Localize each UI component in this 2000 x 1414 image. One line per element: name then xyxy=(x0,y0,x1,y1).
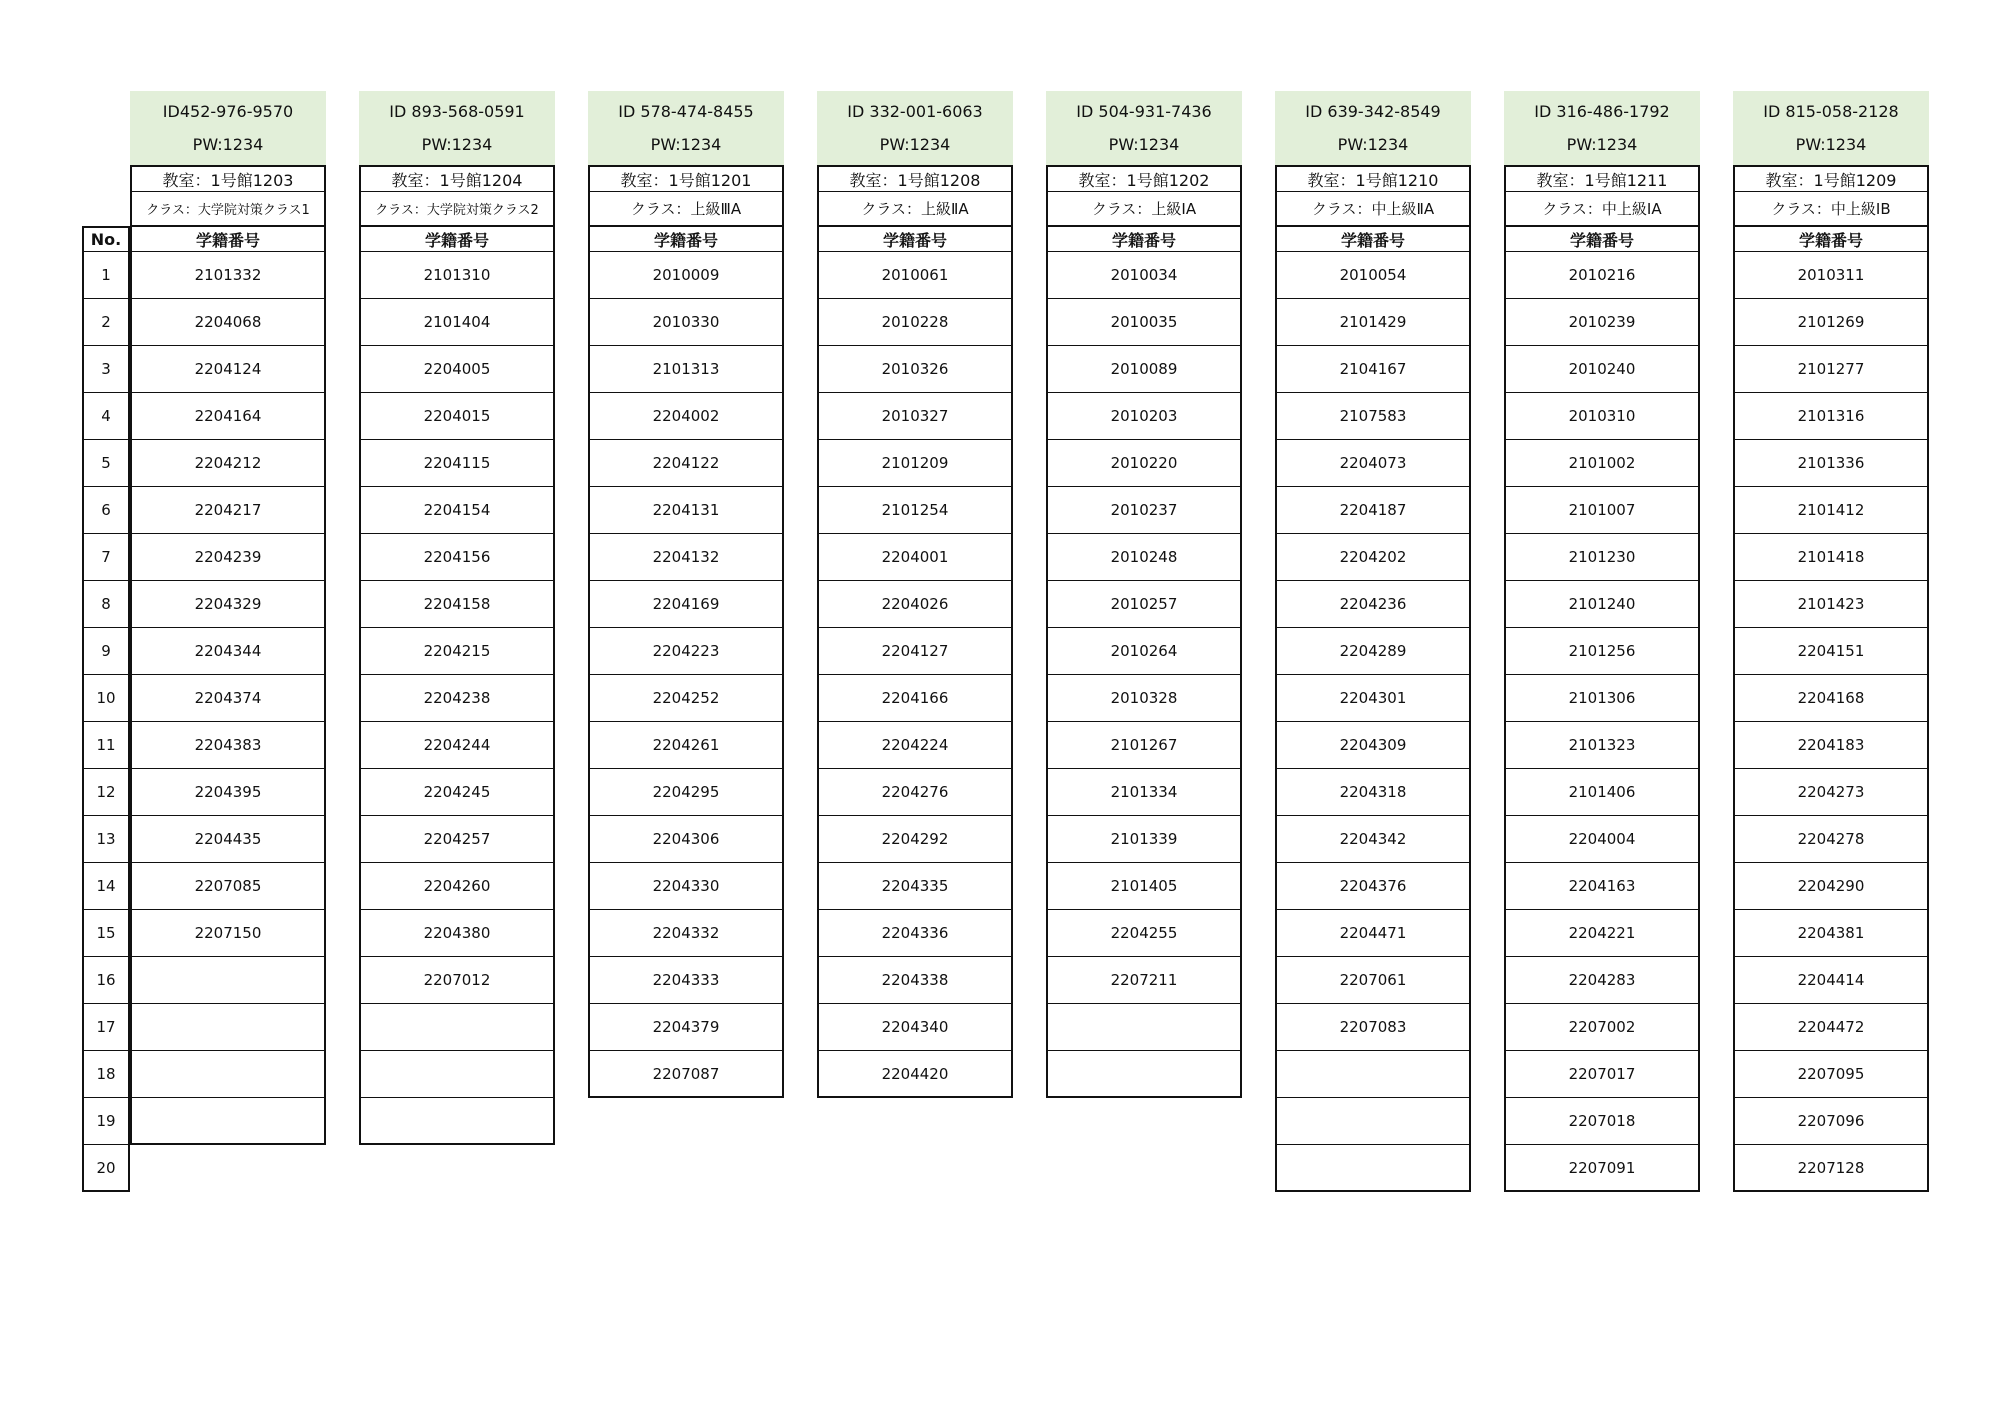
student-id-cell xyxy=(130,1098,326,1145)
student-id-cell: 2204215 xyxy=(359,628,555,675)
student-id-cell: 2101423 xyxy=(1733,581,1929,628)
student-id-cell: 2204301 xyxy=(1275,675,1471,722)
classroom-label: 教室：1号館1201 xyxy=(588,165,784,192)
student-id-cell xyxy=(1046,1051,1242,1098)
student-id-cell: 2101002 xyxy=(1504,440,1700,487)
student-id-cell: 2204329 xyxy=(130,581,326,628)
student-id-cell: 2207061 xyxy=(1275,957,1471,1004)
meeting-password: PW:1234 xyxy=(1337,135,1409,154)
meeting-password: PW:1234 xyxy=(650,135,722,154)
student-id-cell: 2204154 xyxy=(359,487,555,534)
student-id-cell: 2204217 xyxy=(130,487,326,534)
student-id-cell: 2204435 xyxy=(130,816,326,863)
meeting-password: PW:1234 xyxy=(879,135,951,154)
student-id-cell: 2204127 xyxy=(817,628,1013,675)
student-id-cell: 2101007 xyxy=(1504,487,1700,534)
student-id-cell xyxy=(359,1004,555,1051)
meeting-password: PW:1234 xyxy=(1108,135,1180,154)
student-id-cell: 2204420 xyxy=(817,1051,1013,1098)
student-id-cell: 2204333 xyxy=(588,957,784,1004)
student-id-cell: 2204187 xyxy=(1275,487,1471,534)
student-id-cell: 2207002 xyxy=(1504,1004,1700,1051)
row-number-cell: 10 xyxy=(82,675,130,722)
student-id-cell: 2204169 xyxy=(588,581,784,628)
student-id-cell: 2204292 xyxy=(817,816,1013,863)
student-id-cell: 2010220 xyxy=(1046,440,1242,487)
student-id-header: 学籍番号 xyxy=(130,226,326,252)
student-id-header: 学籍番号 xyxy=(817,226,1013,252)
row-number-cell: 11 xyxy=(82,722,130,769)
meeting-password: PW:1234 xyxy=(1795,135,1867,154)
student-id-cell: 2204001 xyxy=(817,534,1013,581)
row-number-cell: 12 xyxy=(82,769,130,816)
class-block xyxy=(1504,91,1700,1192)
class-name-label: クラス：中上級ⅠB xyxy=(1733,192,1929,226)
student-id-cell: 2204239 xyxy=(130,534,326,581)
student-id-cell: 2101429 xyxy=(1275,299,1471,346)
student-id-cell: 2010034 xyxy=(1046,252,1242,299)
student-id-cell: 2010089 xyxy=(1046,346,1242,393)
student-id-cell: 2204278 xyxy=(1733,816,1929,863)
student-id-cell: 2204004 xyxy=(1504,816,1700,863)
class-name-label: クラス：中上級ⅠA xyxy=(1504,192,1700,226)
student-id-cell: 2207150 xyxy=(130,910,326,957)
student-id-cell: 2101323 xyxy=(1504,722,1700,769)
student-id-cell: 2207091 xyxy=(1504,1145,1700,1192)
student-id-header: 学籍番号 xyxy=(1046,226,1242,252)
student-id-header: 学籍番号 xyxy=(588,226,784,252)
classroom-label: 教室：1号館1210 xyxy=(1275,165,1471,192)
student-id-cell: 2010327 xyxy=(817,393,1013,440)
row-number-cell: 7 xyxy=(82,534,130,581)
row-number-cell: 13 xyxy=(82,816,130,863)
student-id-cell: 2204158 xyxy=(359,581,555,628)
class-name-label: クラス：上級ⅢA xyxy=(588,192,784,226)
row-number-cell: 14 xyxy=(82,863,130,910)
student-id-cell: 2101209 xyxy=(817,440,1013,487)
student-id-cell: 2204332 xyxy=(588,910,784,957)
student-id-cell: 2204376 xyxy=(1275,863,1471,910)
student-id-cell: 2010248 xyxy=(1046,534,1242,581)
student-id-cell: 2204336 xyxy=(817,910,1013,957)
student-id-cell: 2207018 xyxy=(1504,1098,1700,1145)
meeting-id-box xyxy=(817,91,1013,165)
row-number-cell: 16 xyxy=(82,957,130,1004)
student-id-cell: 2207211 xyxy=(1046,957,1242,1004)
student-id-cell: 2204221 xyxy=(1504,910,1700,957)
meeting-id: ID 332-001-6063 xyxy=(847,102,983,121)
student-id-cell: 2010216 xyxy=(1504,252,1700,299)
student-id-cell: 2010228 xyxy=(817,299,1013,346)
class-block xyxy=(130,91,326,1145)
student-id-cell: 2101313 xyxy=(588,346,784,393)
class-block xyxy=(588,91,784,1098)
class-block xyxy=(1275,91,1471,1192)
student-id-cell: 2204005 xyxy=(359,346,555,393)
student-id-cell: 2101404 xyxy=(359,299,555,346)
meeting-id-box xyxy=(1275,91,1471,165)
student-id-cell xyxy=(359,1098,555,1145)
student-id-cell xyxy=(1046,1004,1242,1051)
student-id-cell: 2204471 xyxy=(1275,910,1471,957)
student-id-cell xyxy=(1275,1145,1471,1192)
student-id-cell: 2204168 xyxy=(1733,675,1929,722)
student-id-cell: 2010203 xyxy=(1046,393,1242,440)
student-id-cell: 2010035 xyxy=(1046,299,1242,346)
student-id-cell xyxy=(130,1004,326,1051)
student-id-cell: 2010239 xyxy=(1504,299,1700,346)
student-id-cell: 2204283 xyxy=(1504,957,1700,1004)
row-number-cell: 20 xyxy=(82,1145,130,1192)
student-id-cell: 2204156 xyxy=(359,534,555,581)
meeting-password: PW:1234 xyxy=(192,135,264,154)
student-id-cell: 2204122 xyxy=(588,440,784,487)
row-number-cell: 9 xyxy=(82,628,130,675)
class-name-label: クラス：上級ⅠA xyxy=(1046,192,1242,226)
student-id-cell xyxy=(1275,1098,1471,1145)
student-id-cell: 2204318 xyxy=(1275,769,1471,816)
student-id-cell xyxy=(130,957,326,1004)
student-id-cell: 2010240 xyxy=(1504,346,1700,393)
student-id-cell: 2101412 xyxy=(1733,487,1929,534)
student-id-cell: 2204124 xyxy=(130,346,326,393)
student-id-cell: 2101306 xyxy=(1504,675,1700,722)
meeting-id-box xyxy=(1504,91,1700,165)
class-name-label: クラス：中上級ⅡA xyxy=(1275,192,1471,226)
student-id-header: 学籍番号 xyxy=(1733,226,1929,252)
student-id-cell: 2101269 xyxy=(1733,299,1929,346)
student-id-cell: 2204212 xyxy=(130,440,326,487)
student-id-cell: 2010264 xyxy=(1046,628,1242,675)
row-number-cell: 8 xyxy=(82,581,130,628)
student-id-cell: 2204073 xyxy=(1275,440,1471,487)
class-block xyxy=(1733,91,1929,1192)
student-id-header: 学籍番号 xyxy=(1275,226,1471,252)
meeting-id: ID 504-931-7436 xyxy=(1076,102,1212,121)
student-id-cell: 2204273 xyxy=(1733,769,1929,816)
student-id-header: 学籍番号 xyxy=(359,226,555,252)
student-id-cell: 2101418 xyxy=(1733,534,1929,581)
student-id-cell: 2101405 xyxy=(1046,863,1242,910)
meeting-id: ID 815-058-2128 xyxy=(1763,102,1899,121)
student-id-cell: 2204131 xyxy=(588,487,784,534)
student-id-cell: 2010237 xyxy=(1046,487,1242,534)
class-name-label: クラス：大学院対策クラス2 xyxy=(359,192,555,226)
student-id-cell: 2010310 xyxy=(1504,393,1700,440)
student-id-cell: 2101332 xyxy=(130,252,326,299)
student-id-cell: 2104167 xyxy=(1275,346,1471,393)
meeting-password: PW:1234 xyxy=(1566,135,1638,154)
student-id-cell: 2101254 xyxy=(817,487,1013,534)
row-number-cell: 6 xyxy=(82,487,130,534)
meeting-id-box xyxy=(1733,91,1929,165)
classroom-label: 教室：1号館1203 xyxy=(130,165,326,192)
student-id-cell: 2204068 xyxy=(130,299,326,346)
student-id-cell: 2101334 xyxy=(1046,769,1242,816)
row-number-column xyxy=(82,226,130,1192)
row-number-cell: 1 xyxy=(82,252,130,299)
student-id-cell: 2204335 xyxy=(817,863,1013,910)
student-id-cell: 2204115 xyxy=(359,440,555,487)
student-id-cell: 2204374 xyxy=(130,675,326,722)
student-id-cell: 2204289 xyxy=(1275,628,1471,675)
classroom-label: 教室：1号館1209 xyxy=(1733,165,1929,192)
class-name-label: クラス：大学院対策クラス1 xyxy=(130,192,326,226)
student-id-cell: 2010061 xyxy=(817,252,1013,299)
student-id-cell: 2204223 xyxy=(588,628,784,675)
meeting-password: PW:1234 xyxy=(421,135,493,154)
class-block xyxy=(359,91,555,1145)
student-id-header: 学籍番号 xyxy=(1504,226,1700,252)
student-id-cell: 2204245 xyxy=(359,769,555,816)
student-id-cell: 2207096 xyxy=(1733,1098,1929,1145)
meeting-id-box xyxy=(1046,91,1242,165)
row-number-header: No. xyxy=(82,226,130,252)
student-id-cell: 2204276 xyxy=(817,769,1013,816)
meeting-id: ID452-976-9570 xyxy=(162,102,294,121)
student-id-cell: 2101267 xyxy=(1046,722,1242,769)
student-id-cell: 2207087 xyxy=(588,1051,784,1098)
meeting-id: ID 578-474-8455 xyxy=(618,102,754,121)
student-id-cell: 2101256 xyxy=(1504,628,1700,675)
meeting-id-box xyxy=(588,91,784,165)
student-id-cell: 2010257 xyxy=(1046,581,1242,628)
student-id-cell: 2010311 xyxy=(1733,252,1929,299)
student-id-cell: 2204164 xyxy=(130,393,326,440)
student-id-cell xyxy=(359,1051,555,1098)
student-id-cell: 2204295 xyxy=(588,769,784,816)
student-id-cell: 2204002 xyxy=(588,393,784,440)
student-id-cell: 2204395 xyxy=(130,769,326,816)
student-id-cell: 2204252 xyxy=(588,675,784,722)
student-id-cell: 2107583 xyxy=(1275,393,1471,440)
student-id-cell: 2010054 xyxy=(1275,252,1471,299)
meeting-id: ID 316-486-1792 xyxy=(1534,102,1670,121)
student-id-cell: 2204236 xyxy=(1275,581,1471,628)
student-id-cell: 2010009 xyxy=(588,252,784,299)
student-id-cell xyxy=(1275,1051,1471,1098)
student-id-cell: 2207017 xyxy=(1504,1051,1700,1098)
row-number-cell: 5 xyxy=(82,440,130,487)
student-id-cell: 2010330 xyxy=(588,299,784,346)
student-id-cell: 2204338 xyxy=(817,957,1013,1004)
classroom-label: 教室：1号館1204 xyxy=(359,165,555,192)
student-id-cell: 2204342 xyxy=(1275,816,1471,863)
class-block xyxy=(817,91,1013,1098)
student-id-cell: 2207083 xyxy=(1275,1004,1471,1051)
row-number-cell: 4 xyxy=(82,393,130,440)
classroom-label: 教室：1号館1211 xyxy=(1504,165,1700,192)
class-block xyxy=(1046,91,1242,1098)
student-id-cell: 2207085 xyxy=(130,863,326,910)
student-id-cell: 2204330 xyxy=(588,863,784,910)
student-id-cell: 2101310 xyxy=(359,252,555,299)
student-id-cell: 2101339 xyxy=(1046,816,1242,863)
student-id-cell: 2204260 xyxy=(359,863,555,910)
student-id-cell: 2204132 xyxy=(588,534,784,581)
student-id-cell: 2204261 xyxy=(588,722,784,769)
class-name-label: クラス：上級ⅡA xyxy=(817,192,1013,226)
student-id-cell: 2101240 xyxy=(1504,581,1700,628)
student-id-cell: 2204472 xyxy=(1733,1004,1929,1051)
student-id-cell: 2204255 xyxy=(1046,910,1242,957)
student-id-cell: 2204151 xyxy=(1733,628,1929,675)
student-id-cell: 2204244 xyxy=(359,722,555,769)
student-id-cell: 2204344 xyxy=(130,628,326,675)
student-id-cell: 2204224 xyxy=(817,722,1013,769)
student-id-cell: 2204026 xyxy=(817,581,1013,628)
student-id-cell: 2204383 xyxy=(130,722,326,769)
student-id-cell: 2204379 xyxy=(588,1004,784,1051)
student-id-cell: 2101336 xyxy=(1733,440,1929,487)
student-id-cell: 2204163 xyxy=(1504,863,1700,910)
student-id-cell: 2204381 xyxy=(1733,910,1929,957)
student-id-cell: 2207095 xyxy=(1733,1051,1929,1098)
row-number-cell: 17 xyxy=(82,1004,130,1051)
classroom-label: 教室：1号館1202 xyxy=(1046,165,1242,192)
student-id-cell: 2204015 xyxy=(359,393,555,440)
meeting-id: ID 639-342-8549 xyxy=(1305,102,1441,121)
student-id-cell xyxy=(130,1051,326,1098)
row-number-cell: 19 xyxy=(82,1098,130,1145)
student-id-cell: 2204306 xyxy=(588,816,784,863)
classroom-label: 教室：1号館1208 xyxy=(817,165,1013,192)
row-number-cell: 3 xyxy=(82,346,130,393)
student-id-cell: 2101406 xyxy=(1504,769,1700,816)
student-id-cell: 2204290 xyxy=(1733,863,1929,910)
student-id-cell: 2207012 xyxy=(359,957,555,1004)
meeting-id-box xyxy=(359,91,555,165)
student-id-cell: 2101277 xyxy=(1733,346,1929,393)
student-id-cell: 2204238 xyxy=(359,675,555,722)
meeting-id-box xyxy=(130,91,326,165)
student-id-cell: 2204309 xyxy=(1275,722,1471,769)
student-id-cell: 2204183 xyxy=(1733,722,1929,769)
row-number-cell: 2 xyxy=(82,299,130,346)
student-id-cell: 2204380 xyxy=(359,910,555,957)
student-id-cell: 2204202 xyxy=(1275,534,1471,581)
student-id-cell: 2207128 xyxy=(1733,1145,1929,1192)
student-id-cell: 2101316 xyxy=(1733,393,1929,440)
row-number-cell: 18 xyxy=(82,1051,130,1098)
student-id-cell: 2204340 xyxy=(817,1004,1013,1051)
student-id-cell: 2101230 xyxy=(1504,534,1700,581)
row-number-cell: 15 xyxy=(82,910,130,957)
meeting-id: ID 893-568-0591 xyxy=(389,102,525,121)
student-id-cell: 2204257 xyxy=(359,816,555,863)
student-id-cell: 2010328 xyxy=(1046,675,1242,722)
student-id-cell: 2204166 xyxy=(817,675,1013,722)
student-id-cell: 2204414 xyxy=(1733,957,1929,1004)
student-id-cell: 2010326 xyxy=(817,346,1013,393)
